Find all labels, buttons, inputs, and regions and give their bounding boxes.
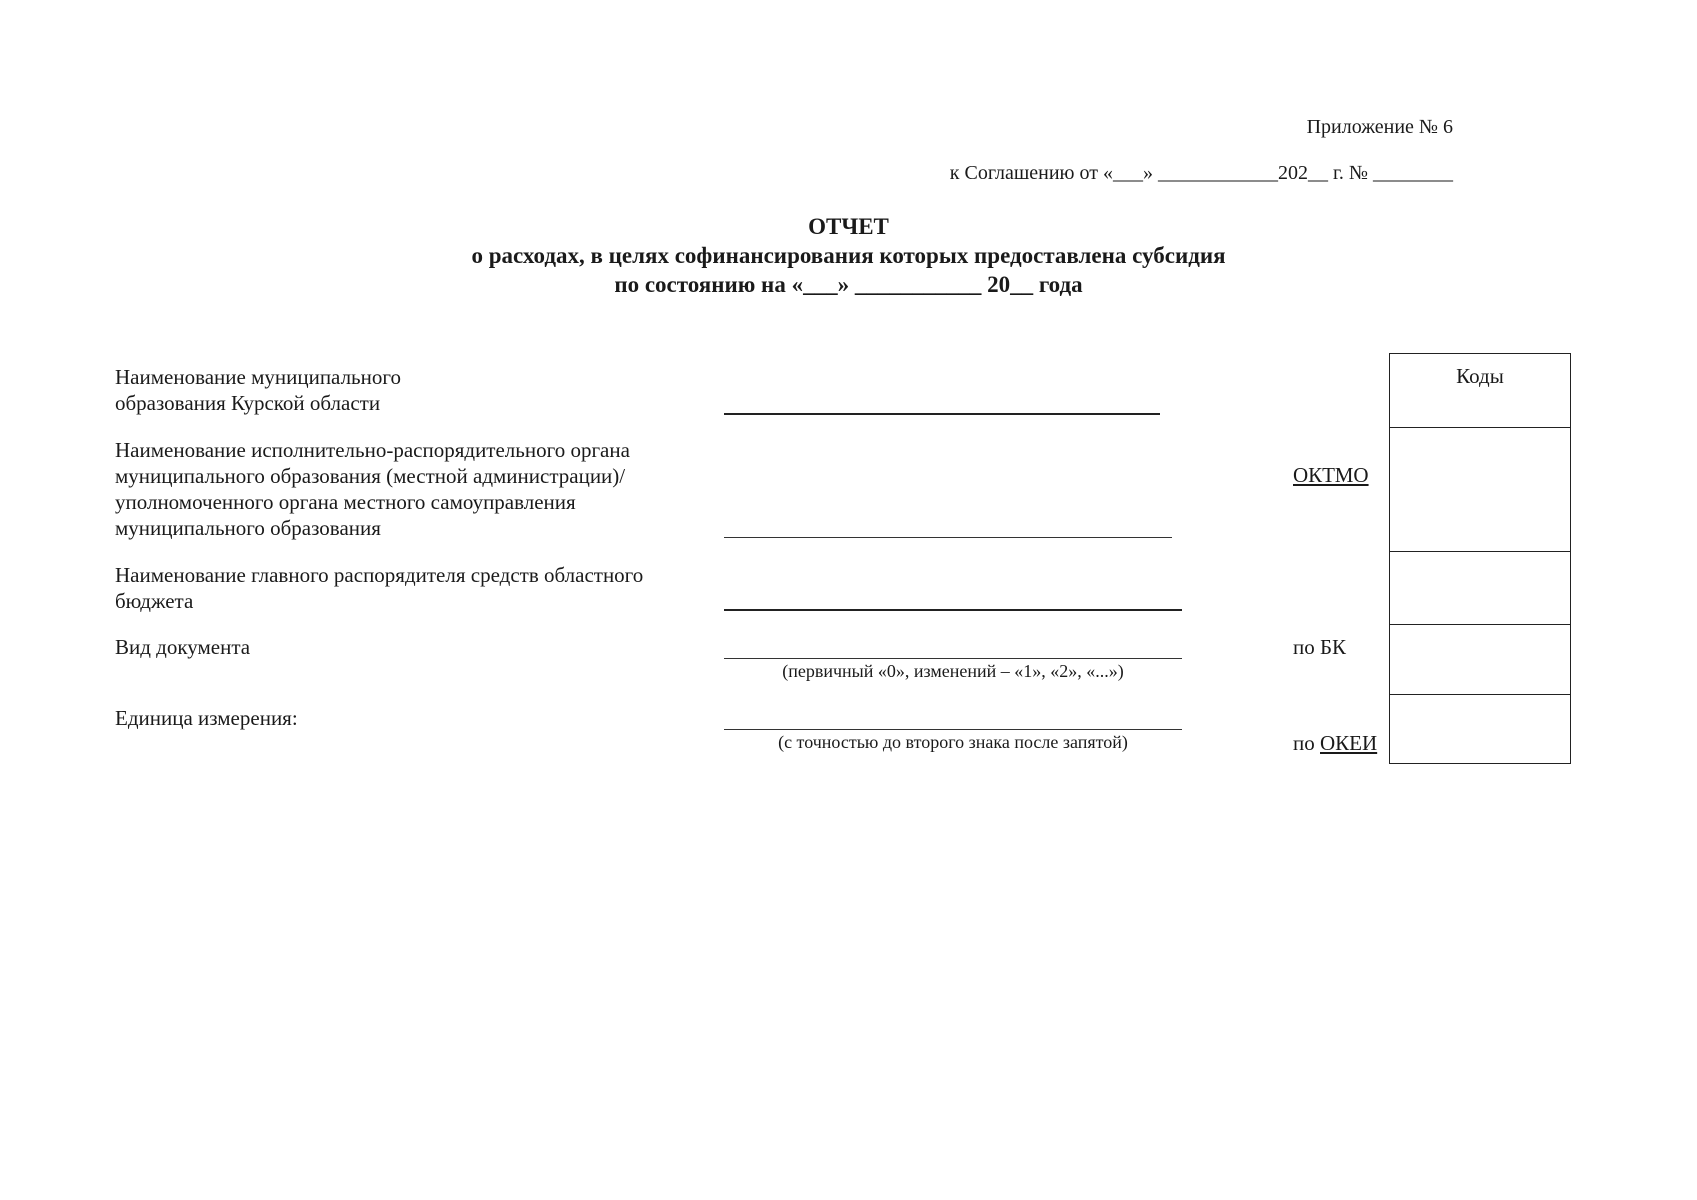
okei-code-name: ОКЕИ (1320, 731, 1378, 755)
main-manager-label: Наименование главного распорядителя средств областного бюджета (115, 563, 644, 613)
document-type-note: (первичный «0», изменений – «1», «2», «...») (782, 661, 1124, 681)
document-type-label: Вид документа (115, 635, 251, 659)
unit-note: (с точностью до второго знака после запятой) (778, 732, 1128, 752)
okei-code-cell[interactable] (1390, 694, 1570, 765)
unit-label: Единица измерения: (115, 706, 298, 730)
bk-code-cell[interactable] (1390, 624, 1570, 695)
agreement-reference: к Соглашению от «___» ____________202__ г. № ________ (949, 162, 1453, 184)
codes-table (1389, 353, 1571, 764)
municipality-label: Наименование муниципального образования Курской области (115, 365, 401, 415)
document-type-input-line[interactable] (724, 658, 1182, 659)
executive-body-label: Наименование исполнительно-распорядительного органа муниципального образования (местной администрации)/ уполномоченного органа местного самоуправления муниципального образования (115, 438, 630, 540)
report-subtitle: о расходах, в целях софинансирования которых предоставлена субсидия (471, 243, 1226, 268)
appendix-number: Приложение № 6 (1306, 116, 1453, 138)
oktmo-label: ОКТМО (1293, 463, 1369, 487)
okei-label (1293, 731, 1377, 756)
report-title: ОТЧЕТ (808, 214, 889, 239)
municipality-input-line[interactable] (724, 413, 1160, 415)
bk-label: по БК (1293, 635, 1347, 659)
oktmo-code-cell[interactable] (1390, 427, 1570, 552)
main-manager-code-cell[interactable] (1390, 551, 1570, 625)
main-manager-input-line[interactable] (724, 609, 1182, 611)
codes-header: Коды (1456, 364, 1504, 388)
okei-prefix: по (1293, 731, 1315, 755)
executive-body-input-line[interactable] (724, 537, 1172, 538)
unit-input-line[interactable] (724, 729, 1182, 730)
report-date-line: по состоянию на «___» ___________ 20__ года (614, 272, 1083, 297)
